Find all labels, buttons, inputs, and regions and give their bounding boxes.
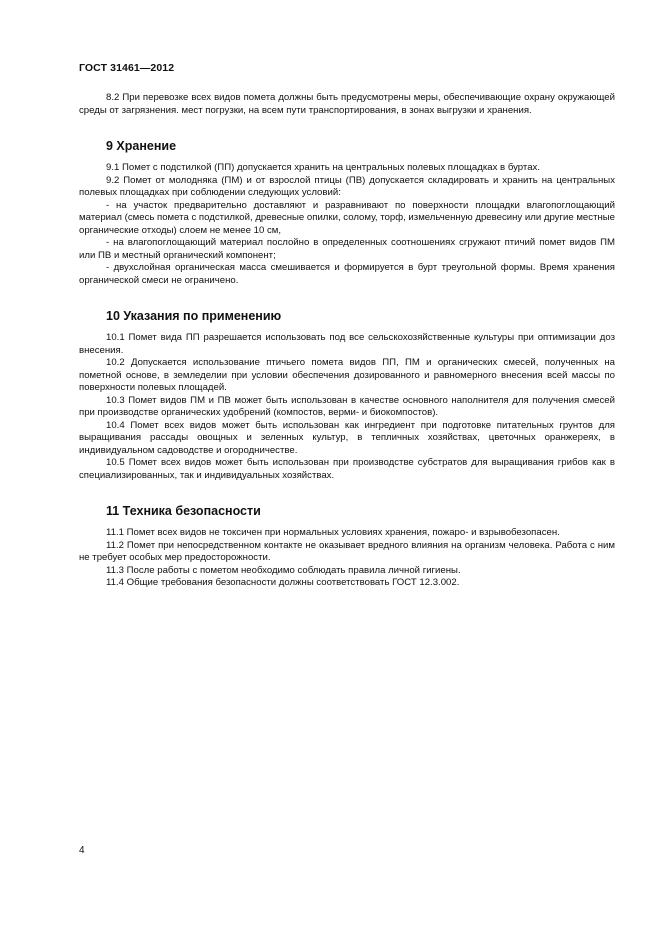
paragraph-9-1: 9.1 Помет с подстилкой (ПП) допускается хранить на центральных полевых площадках в буртах. bbox=[106, 162, 541, 173]
section-title-application: 10 Указания по применению bbox=[106, 309, 282, 323]
paragraph-9-2: 9.2 Помет от молодняка (ПМ) и от взрослой птицы (ПВ) допускается складировать и хранить на центральных полевых площадках при соблюдении следующих условий: bbox=[79, 174, 615, 198]
paragraph-8-2: 8.2 При перевозке всех видов помета должны быть предусмотрены меры, обеспечивающие охрану окружающей среды от загрязнения. мест погрузки, на всем пути транспортирования, в зонах выгрузки и хранения. bbox=[79, 92, 615, 116]
intro-block bbox=[79, 92, 615, 117]
paragraph-11-2: 11.2 Помет при непосредственном контакте не оказывает вредного влияния на организм человека. Работа с ним не требует особых мер предосторожности. bbox=[79, 539, 615, 563]
paragraph-10-4: 10.4 Помет всех видов может быть использован как ингредиент при подготовке питательных грунтов для выращивания рассады овощных и зеленных культур, в тепличных хозяйствах, цветочных оранжереях, в индивидуальном садоводстве и огородничестве. bbox=[79, 419, 615, 456]
document-header: ГОСТ 31461—2012 bbox=[79, 62, 175, 74]
paragraph-10-3: 10.3 Помет видов ПМ и ПВ может быть использован в качестве основного наполнителя для получения смесей при производстве органических удобрений (компостов, верми- и биокомпостов). bbox=[79, 394, 615, 418]
page-body bbox=[79, 92, 615, 612]
section-safety bbox=[79, 504, 615, 590]
section-application bbox=[79, 309, 615, 482]
paragraph-11-1: 11.1 Помет всех видов не токсичен при нормальных условиях хранения, пожаро- и взрывобезопасен. bbox=[106, 527, 560, 538]
paragraph-11-3: 11.3 После работы с пометом необходимо соблюдать правила личной гигиены. bbox=[106, 564, 461, 576]
list-item: - на влагопоглощающий материал послойно в определенных соотношениях сгружают птичий помет видов ПМ или ПВ и местный органический компонент; bbox=[79, 237, 615, 261]
section-title-safety: 11 Техника безопасности bbox=[106, 504, 261, 518]
list-item: - на участок предварительно доставляют и разравнивают по поверхности площадки влагопоглощающий материал (смесь помета с подстилкой, древесные опилки, солому, торф, измельченную древесину или другие местные органические отходы) слоем не менее 10 см, bbox=[79, 199, 615, 236]
list-item: - двухслойная органическая масса смешивается и формируется в бурт треугольной формы. Время хранения органической смеси не ограничено. bbox=[79, 262, 615, 286]
page-number: 4 bbox=[79, 845, 85, 856]
paragraph-10-2: 10.2 Допускается использование птичьего помета видов ПП, ПМ и органических смесей, полученных на пометной основе, в земледелии при условии обеспечения дозированного и равномерного внесения всей массы по поверхности полевых площадей. bbox=[79, 357, 615, 393]
section-title-storage: 9 Хранение bbox=[106, 139, 177, 153]
paragraph-10-1: 10.1 Помет вида ПП разрешается использовать под все сельскохозяйственные культуры при оптимизации доз внесения. bbox=[79, 332, 615, 356]
section-storage bbox=[79, 139, 615, 287]
paragraph-11-4: 11.4 Общие требования безопасности должны соответствовать ГОСТ 12.3.002. bbox=[106, 577, 460, 588]
paragraph-10-5: 10.5 Помет всех видов может быть использован при производстве субстратов для выращивания грибов как в специализированных, так и индивидуальных хозяйствах. bbox=[79, 457, 615, 481]
